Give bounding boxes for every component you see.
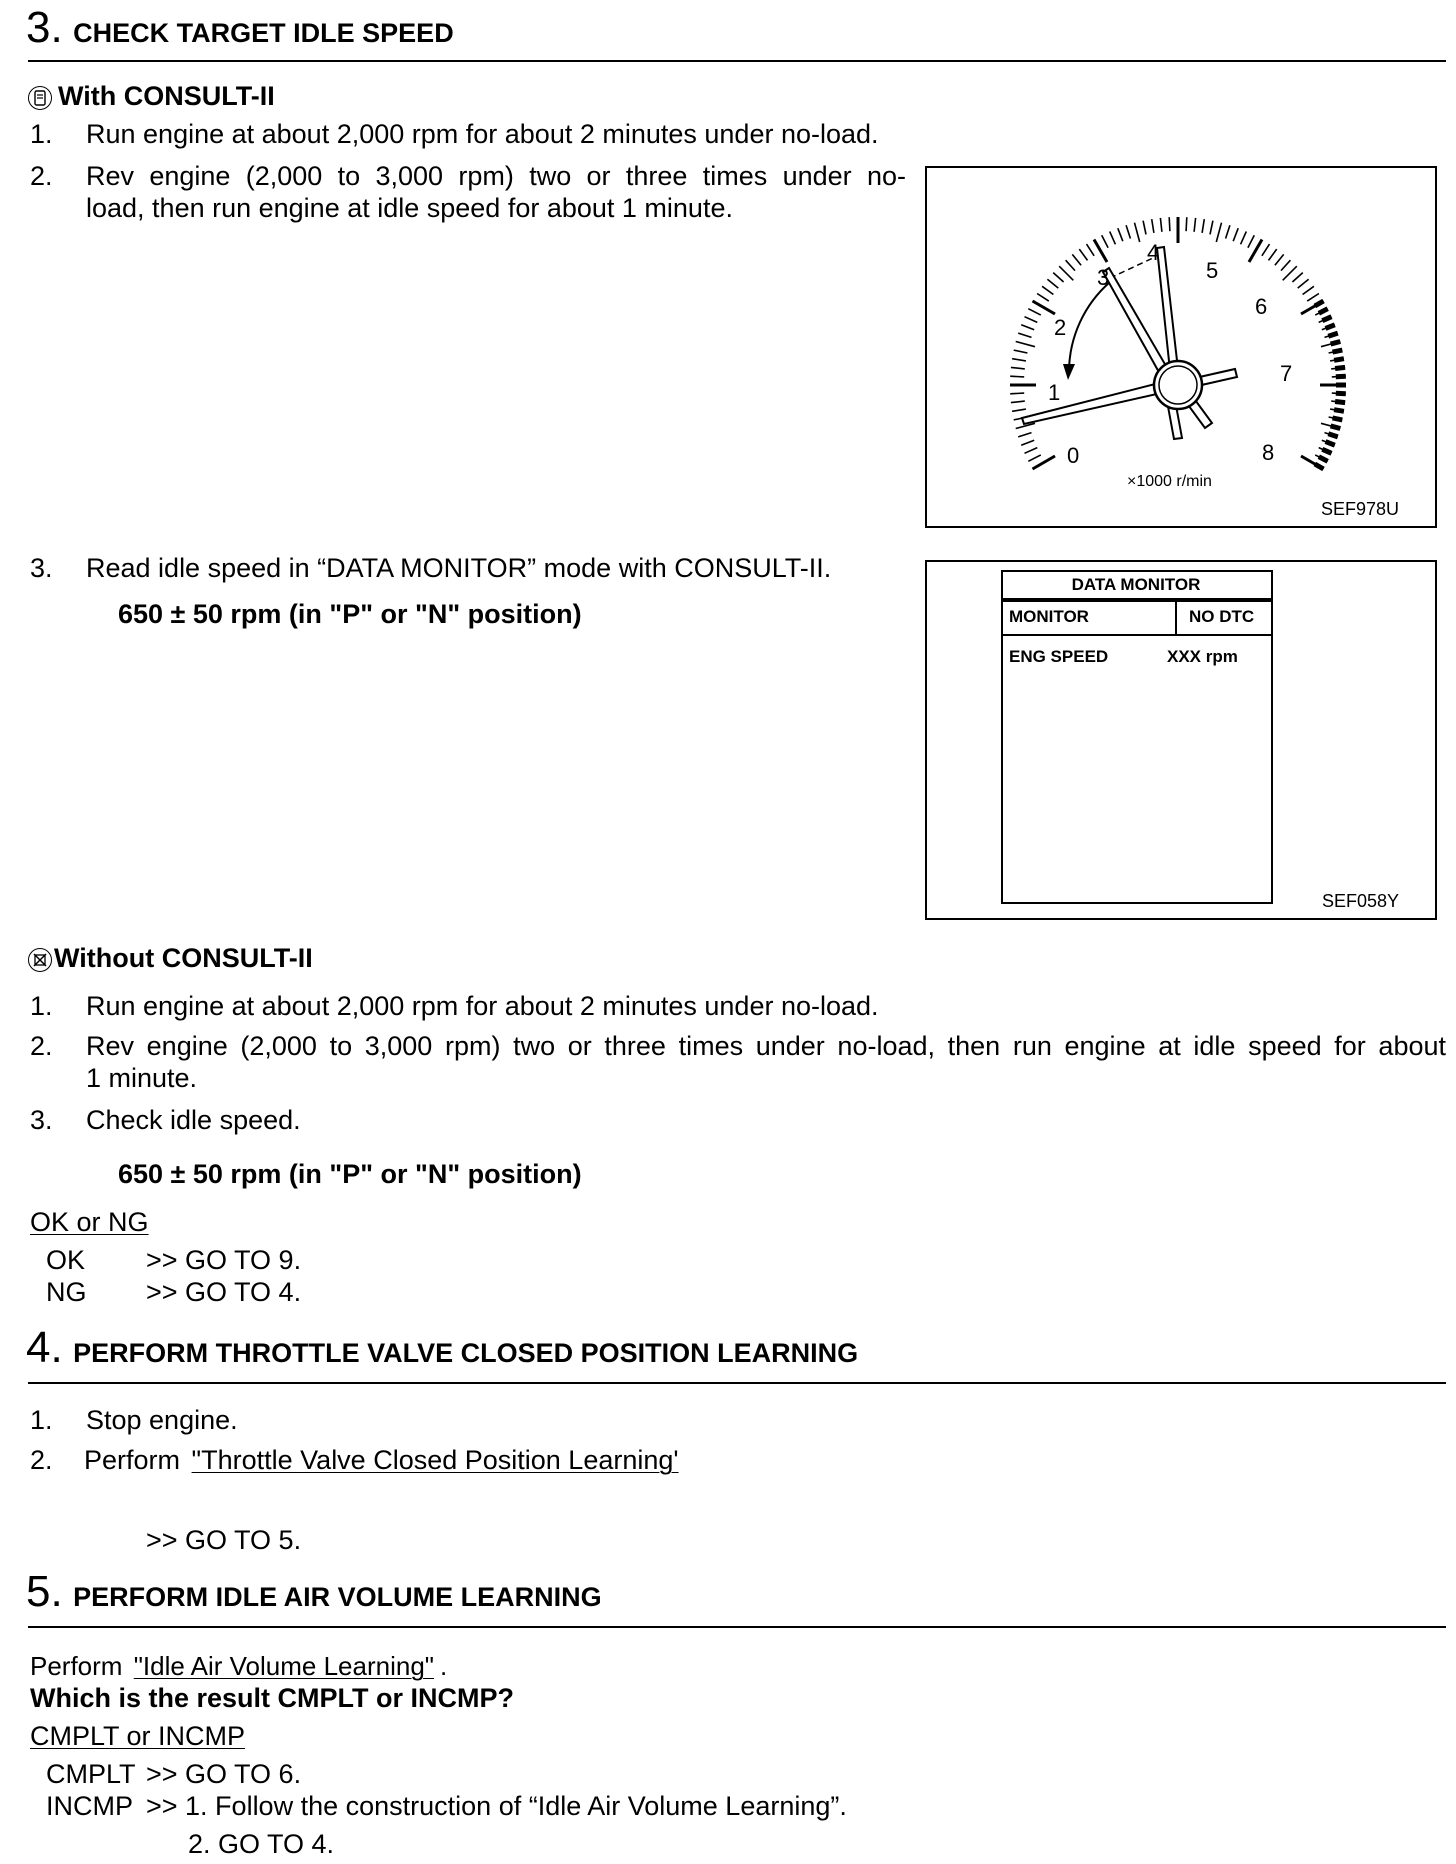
section-number: 4. — [26, 1323, 63, 1372]
gauge-tick — [1281, 260, 1290, 270]
section-title: PERFORM THROTTLE VALVE CLOSED POSITION LEARNING — [73, 1338, 859, 1368]
gauge-tick — [1126, 225, 1130, 238]
step-text: Rev engine (2,000 to 3,000 rpm) two or three times under no- — [86, 161, 906, 191]
redzone-band — [1328, 434, 1338, 437]
redzone-band — [1334, 410, 1344, 412]
gauge-tick — [1143, 221, 1146, 235]
idle-spec: 650 ± 50 rpm (in "P" or "N" position) — [118, 1159, 582, 1189]
gauge-tick — [1010, 376, 1024, 377]
step-text: Read idle speed in “DATA MONITOR” mode with CONSULT-II. — [86, 553, 832, 583]
gauge-tick — [1118, 228, 1123, 241]
redzone-band — [1333, 418, 1343, 420]
step-text: Run engine at about 2,000 rpm for about 2 minutes under no-load. — [86, 119, 879, 149]
with-consult-label — [28, 80, 275, 112]
col-divider — [1175, 598, 1177, 634]
gauge-tick — [1169, 217, 1170, 231]
gauge-tick — [1292, 273, 1302, 282]
step-number: 2. — [30, 161, 53, 191]
gauge-tick — [1018, 333, 1031, 337]
data-monitor-title: DATA MONITOR — [1071, 575, 1201, 594]
gauge-tick — [1135, 223, 1140, 242]
redzone-band — [1336, 376, 1346, 377]
gauge-tick — [1016, 342, 1035, 347]
redzone-band — [1331, 426, 1341, 429]
decision-action: >> GO TO 4. — [146, 1277, 302, 1307]
gauge-tick — [1194, 218, 1196, 232]
dial-number: 7 — [1280, 361, 1293, 386]
goto-action: >> GO TO 5. — [146, 1525, 302, 1555]
dial-number: 6 — [1255, 294, 1268, 319]
dial-number: 4 — [1147, 240, 1160, 265]
gauge-tick — [1028, 455, 1041, 461]
redzone-band — [1326, 325, 1335, 329]
with-consult-icon — [28, 86, 52, 110]
section-5-heading — [26, 1567, 602, 1616]
period: . — [440, 1651, 448, 1681]
decision-key: INCMP — [46, 1791, 133, 1821]
step-number: 2. — [30, 1031, 53, 1061]
gauge-tick — [1014, 350, 1028, 353]
perform-line — [30, 1650, 447, 1682]
gauge-tick — [1059, 266, 1073, 280]
step-number: 1. — [30, 1405, 53, 1435]
decision-label: CMPLT or INCMP — [30, 1721, 246, 1751]
gauge-tick — [1216, 223, 1221, 242]
gauge-tick — [1012, 409, 1026, 411]
gauge-tick — [1110, 232, 1116, 245]
gauge-tick — [1269, 249, 1277, 260]
figure-code: SEF058Y — [1321, 891, 1399, 911]
redzone-band — [1315, 301, 1324, 306]
gauge-tick — [1066, 260, 1075, 270]
gauge-tick — [1025, 448, 1038, 454]
redzone-band — [1322, 317, 1331, 321]
gauge-tick — [1010, 393, 1024, 394]
gauge-tick — [1241, 232, 1247, 245]
redzone-band — [1331, 342, 1341, 345]
section-number: 3. — [26, 3, 63, 52]
gauge-tick — [1248, 235, 1254, 248]
gauge-tick — [1303, 286, 1314, 294]
dial-number: 5 — [1206, 258, 1219, 283]
gauge-tick — [1210, 221, 1213, 235]
redzone-arc — [1287, 292, 1318, 408]
section-divider — [28, 1626, 1446, 1628]
redzone-band — [1334, 359, 1344, 361]
step-text-cont: load, then run engine at idle speed for about 1 minute. — [86, 193, 733, 223]
dial-number: 2 — [1054, 315, 1067, 340]
gauge-tick — [1275, 254, 1284, 265]
step-number: 2. — [30, 1445, 53, 1475]
redzone-band — [1326, 442, 1335, 446]
decision-key: NG — [46, 1277, 87, 1307]
perform-text: Perform — [30, 1651, 123, 1681]
throttle-valve-learning-link[interactable]: "Throttle Valve Closed Position Learning' — [191, 1445, 679, 1475]
gauge-tick — [1021, 440, 1034, 445]
dial-number: 1 — [1048, 380, 1061, 405]
gauge-tick — [1233, 228, 1238, 241]
redzone-band — [1333, 350, 1343, 352]
dial-number: 8 — [1262, 440, 1275, 465]
step-text: Rev engine (2,000 to 3,000 rpm) two or three times under no-load, then run engine at idle speed for about — [86, 1031, 1446, 1061]
gauge-tick — [1102, 235, 1108, 248]
gauge-tick — [1037, 294, 1049, 302]
step-text: Run engine at about 2,000 rpm for about 2 minutes under no-load. — [86, 991, 879, 1021]
redzone-band — [1319, 457, 1328, 462]
gauge-hub-inner — [1159, 366, 1197, 404]
step-number: 1. — [30, 991, 53, 1021]
section-3-heading — [26, 3, 454, 52]
gauge-tick — [1047, 279, 1058, 288]
step-text: Check idle speed. — [86, 1105, 301, 1135]
redzone-band — [1335, 367, 1345, 368]
section-number: 5. — [26, 1567, 63, 1616]
decision-label: OK or NG — [30, 1207, 149, 1237]
without-consult-text: Without CONSULT-II — [54, 943, 313, 973]
step-text: Stop engine. — [86, 1405, 238, 1435]
gauge-tick — [1011, 401, 1025, 403]
with-consult-text: With CONSULT-II — [58, 81, 275, 111]
gauge-tick — [1012, 359, 1026, 361]
gauge-tick — [1186, 217, 1187, 231]
gauge-tick — [1226, 225, 1230, 238]
gauge-tick — [1298, 279, 1309, 288]
gauge-tick — [1025, 317, 1038, 323]
gauge-tick — [1087, 244, 1095, 256]
dial-number: 0 — [1067, 443, 1080, 468]
gauge-tick — [1042, 286, 1053, 294]
unit-label: ×1000 r/min — [1127, 473, 1212, 490]
section-title: PERFORM IDLE AIR VOLUME LEARNING — [73, 1582, 602, 1612]
step-number: 3. — [30, 1105, 53, 1135]
idle-spec: 650 ± 50 rpm (in "P" or "N" position) — [118, 599, 582, 629]
without-consult-icon — [28, 948, 52, 972]
gauge-tick — [1018, 433, 1031, 437]
swing-arrow-arc — [1069, 282, 1110, 371]
gauge-tick — [1307, 294, 1319, 302]
tachometer-gauge — [927, 168, 1435, 526]
step-number: 1. — [30, 119, 53, 149]
decision-action: >> GO TO 9. — [146, 1245, 302, 1275]
figure-code: SEF978U — [1320, 499, 1399, 519]
without-consult-label — [28, 942, 313, 974]
section-divider — [28, 60, 1446, 62]
idle-air-volume-learning-link[interactable]: "Idle Air Volume Learning" — [133, 1651, 435, 1681]
monitor-column: MONITOR — [1009, 607, 1089, 626]
result-question: Which is the result CMPLT or INCMP? — [30, 1683, 515, 1713]
decision-action: >> 1. Follow the construction of “Idle Air Volume Learning”. — [146, 1791, 847, 1821]
data-monitor-figure — [925, 560, 1437, 920]
decision-action: >> GO TO 6. — [146, 1759, 302, 1789]
eng-speed-label: ENG SPEED — [1009, 647, 1109, 666]
swing-arrow-head — [1063, 364, 1075, 380]
section-title: CHECK TARGET IDLE SPEED — [73, 18, 454, 48]
gauge-tick — [1011, 367, 1025, 369]
gauge-tick — [1079, 249, 1087, 260]
decision-action-cont: 2. GO TO 4. — [188, 1829, 335, 1859]
step-number: 3. — [30, 553, 53, 583]
redzone-band — [1315, 464, 1324, 469]
no-dtc-column: NO DTC — [1189, 607, 1255, 626]
redzone-band — [1319, 309, 1328, 314]
eng-speed-value: XXX rpm — [1167, 647, 1238, 666]
gauge-tick — [1072, 254, 1081, 265]
redzone-band — [1336, 393, 1346, 394]
gauge-tick — [1021, 325, 1034, 330]
decision-key: CMPLT — [46, 1759, 136, 1789]
decision-key: OK — [46, 1245, 86, 1275]
perform-text: Perform — [84, 1445, 181, 1475]
step-text — [84, 1444, 679, 1476]
gauge-tick — [1053, 273, 1063, 282]
redzone-band — [1335, 402, 1345, 403]
tachometer-figure — [925, 166, 1437, 528]
gauge-tick — [1283, 266, 1297, 280]
gauge-tick — [1160, 218, 1162, 232]
redzone-band — [1328, 333, 1338, 336]
dial-number: 3 — [1097, 265, 1110, 290]
redzone-band — [1322, 449, 1331, 453]
needle-low — [1022, 381, 1170, 424]
section-divider — [28, 1382, 1446, 1384]
section-4-heading — [26, 1323, 859, 1372]
gauge-tick — [1202, 219, 1204, 233]
step-text-cont: 1 minute. — [86, 1063, 198, 1093]
gauge-tick — [1152, 219, 1154, 233]
gauge-tick — [1028, 309, 1041, 315]
gauge-tick — [1262, 244, 1270, 256]
